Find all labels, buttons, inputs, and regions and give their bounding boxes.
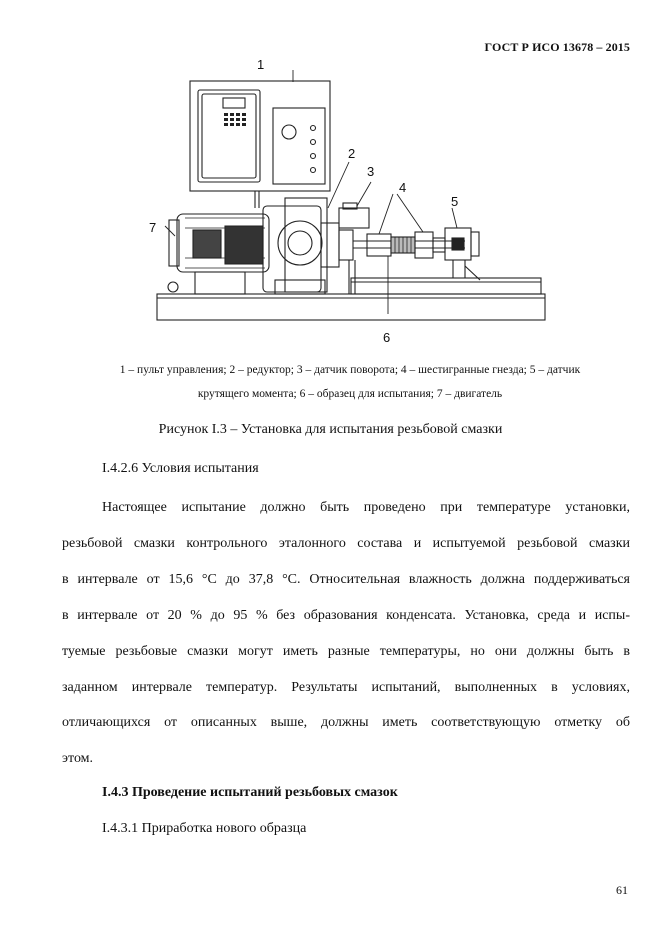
figure-legend — [70, 358, 630, 406]
paragraph-line: заданном интервале температур. Результаты испытаний, выполненных в условиях, — [62, 679, 630, 695]
callout-2: 2 — [348, 146, 356, 161]
figure-legend-line-1: 1 – пульт управления; 2 – редуктор; 3 – датчик поворота; 4 – шестигранные гнезда; 5 – датчик — [119, 364, 581, 376]
section-heading-4-3: I.4.3 Проведение испытаний резьбовых смазок — [102, 785, 398, 800]
paragraph-line: в интервале от 20 % до 95 % без образования конденсата. Установка, среда и испы- — [62, 607, 630, 623]
section-heading-4-3-1: I.4.3.1 Приработка нового образца — [102, 821, 307, 836]
callout-6: 6 — [383, 330, 391, 345]
figure-legend-line-2: крутящего момента; 6 – образец для испытания; 7 – двигатель — [197, 388, 503, 400]
paragraph-line: в интервале от 15,6 °С до 37,8 °С. Относительная влажность должна поддерживаться — [62, 571, 630, 587]
test-rig-drawing — [135, 58, 555, 358]
paragraph-line: Настоящее испытание должно быть проведено при температуре установки, — [102, 500, 630, 515]
hex-socket-2 — [415, 232, 433, 258]
figure-title: Рисунок I.3 – Установка для испытания резьбовой смазки — [158, 422, 503, 437]
paragraph-line: туемые резьбовые смазки могут иметь разные температуры, но они должны быть в — [62, 643, 630, 659]
document-header: ГОСТ Р ИСО 13678 – 2015 — [484, 40, 630, 54]
callout-4: 4 — [399, 180, 407, 195]
callout-5: 5 — [451, 194, 459, 209]
reducer — [263, 206, 321, 292]
hex-socket-1 — [367, 234, 391, 256]
callout-3: 3 — [367, 164, 375, 179]
body-paragraph — [62, 490, 630, 777]
section-heading-4-2-6: I.4.2.6 Условия испытания — [102, 461, 259, 476]
rotation-sensor — [339, 208, 369, 228]
paragraph-line: резьбовой смазки контрольного эталонного состава и испытуемой резьбовой смазки — [62, 535, 630, 551]
paragraph-line: этом. — [62, 751, 94, 767]
page-number: 61 — [616, 883, 628, 897]
paragraph-line: отличающихся от описанных выше, должны иметь соответствующую отметку об — [62, 715, 630, 731]
callout-7: 7 — [149, 220, 157, 235]
callout-1: 1 — [257, 58, 265, 72]
